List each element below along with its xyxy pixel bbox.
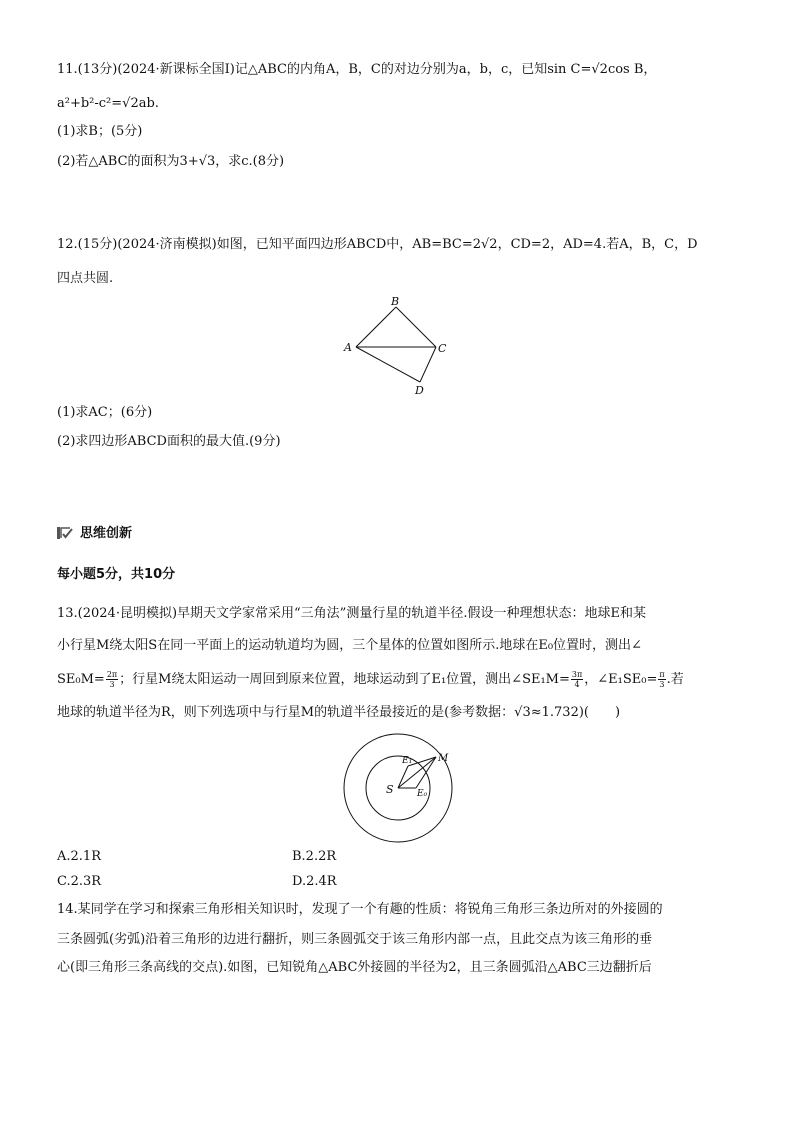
label-a: A [344,341,352,354]
label-m: M [438,753,449,764]
pencil-check-icon [57,526,73,540]
label-d: D [415,384,424,397]
label-b: B [391,295,400,308]
fraction-3pi-4: $\frac{3\pi}{4}$ [571,670,583,689]
q12-part2: (2)求四边形ABCD面积的最大值.(9分) [57,434,281,449]
q13-line3-a: SE₀M= [57,672,105,687]
q13-line3-d: .若 [666,672,684,687]
q11-line1: 11.(13分)(2024·新课标全国Ⅰ)记△ABC的内角A，B，C的对边分别为a，b，c，已知sin C=√2cos B， [57,62,657,77]
segment-se1 [398,766,408,788]
segment-e0m [416,757,436,788]
q11-line2: a²+b²-c²=√2ab. [57,96,159,111]
section-score: 每小题5分，共10分 [57,567,176,582]
q11-part2: (2)若△ABC的面积为3+√3，求c.(8分) [57,154,285,169]
fraction-2pi-3: $\frac{2\pi}{3}$ [106,670,118,689]
label-e1: E₁ [402,756,413,766]
q12-line1: 12.(15分)(2024·济南模拟)如图，已知平面四边形ABCD中，AB=BC=2√2，CD=2，AD=4.若A，B，C，D [57,237,698,252]
q14-line2: 三条圆弧(劣弧)沿着三角形的边进行翻折，则三条圆弧交于该三角形内部一点，且此交点为该三角形的垂 [57,932,653,947]
segment-e1m [408,757,436,766]
q11-part1: (1)求B；(5分) [57,124,143,139]
q13-line4: 地球的轨道半径为R，则下列选项中与行星M的轨道半径最接近的是(参考数据：√3≈1.732)( ) [57,705,621,720]
option-c: C.2.3R [57,874,102,889]
quadrilateral-figure [340,292,460,400]
segment-da [356,347,420,382]
q12-part1: (1)求AC；(6分) [57,405,153,420]
q13-line3 [57,670,684,689]
q12-line2: 四点共圆. [57,271,114,286]
fraction-pi-3: $\frac{\pi}{3}$ [659,670,665,689]
segment-cd [420,347,436,382]
q13-line1: 13.(2024·昆明模拟)早期天文学家常采用“三角法”测量行星的轨道半径.假设一种理想状态：地球E和某 [57,606,646,621]
label-c: C [438,342,447,355]
option-b: B.2.2R [292,849,337,864]
q14-line1: 14.某同学在学习和探索三角形相关知识时，发现了一个有趣的性质：将锐角三角形三条边所对的外接圆的 [57,902,663,917]
label-s: S [386,783,394,796]
segment-ab [356,307,396,347]
q13-line2: 小行星M绕太阳S在同一平面上的运动轨道均为圆，三个星体的位置如图所示.地球在E₀位置时，测出∠ [57,638,642,653]
q13-line3-b: ；行星M绕太阳运动一周回到原来位置，地球运动到了E₁位置，测出∠SE₁M= [119,672,570,687]
segment-bc [396,307,436,347]
option-a: A.2.1R [57,849,101,864]
q14-line3: 心(即三角形三条高线的交点).如图，已知锐角△ABC外接圆的半径为2，且三条圆弧沿△ABC三边翻折后 [57,960,652,975]
label-e0: E₀ [417,789,428,799]
section-title: 思维创新 [80,526,133,541]
q13-line3-c: ，∠E₁SE₀= [584,672,658,687]
orbit-figure [340,732,460,844]
option-d: D.2.4R [292,874,337,889]
